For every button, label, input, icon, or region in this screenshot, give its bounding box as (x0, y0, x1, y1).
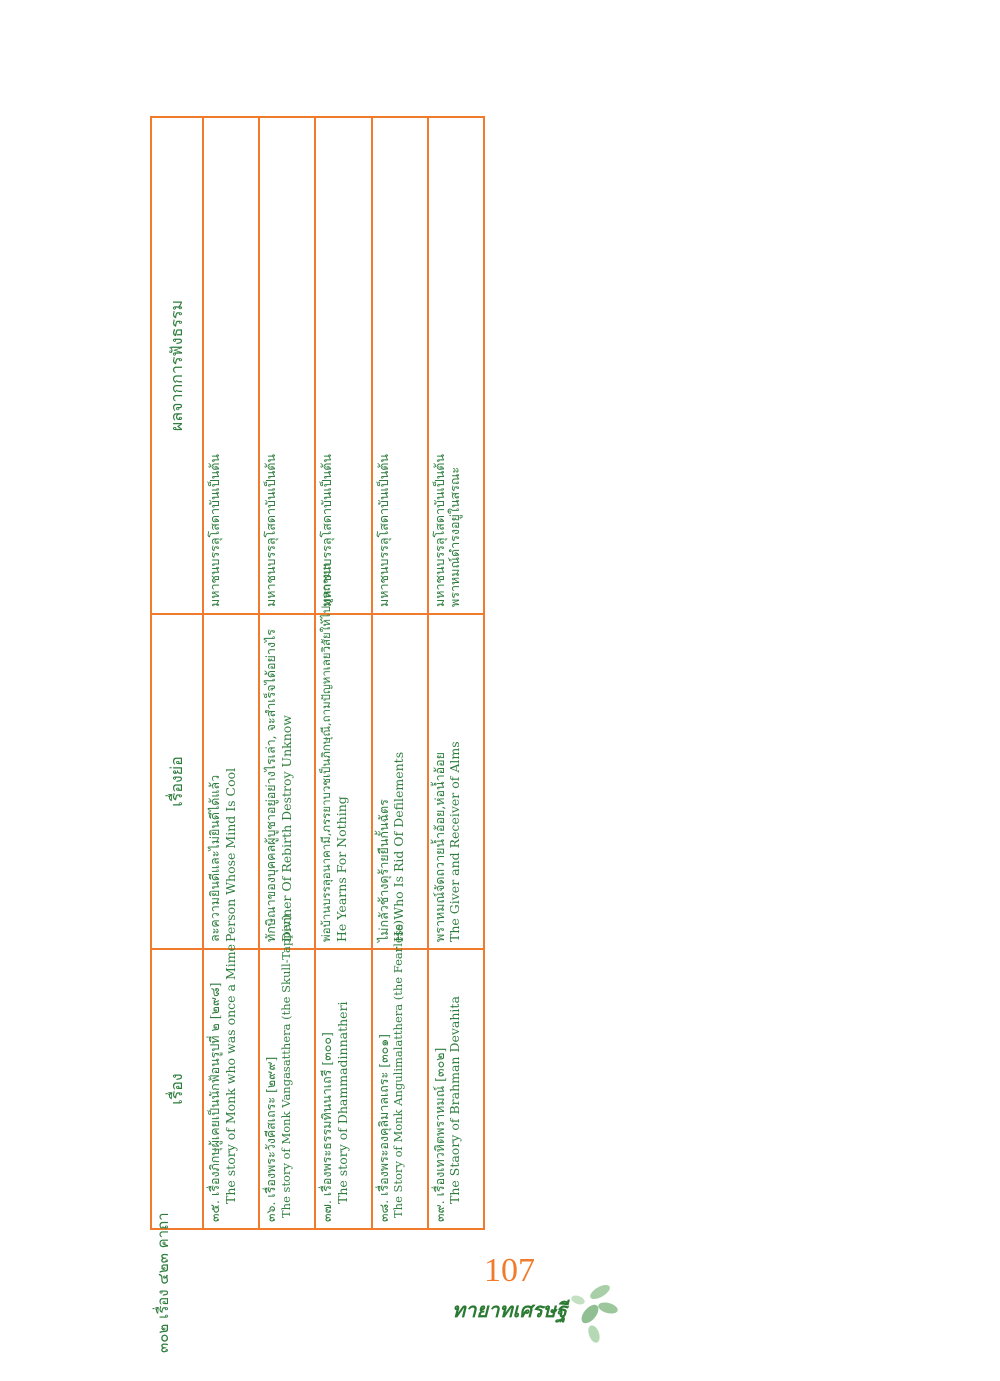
result-line: มหาชนบรรลุโสดาบันเป็นต้น (431, 454, 447, 607)
summary-cell (315, 563, 371, 949)
summary-english: He Who Is Rid Of Defilements (391, 751, 407, 942)
story-english: The Story of Monk Angulimalatthera (the Fearless) (391, 919, 406, 1218)
story-english: The story of Dhammadinnatheri (335, 1001, 350, 1204)
leaf-decoration-icon (560, 1278, 624, 1350)
story-thai: ๓๕. เรื่องภิกษุผู้เคยเป็นนักฟ้อนรูปที่ ๒ [๒๙๘] (207, 982, 222, 1222)
story-english: The Staory of Brahman Devahita (447, 996, 463, 1204)
header-summary: เรื่องย่อ (151, 614, 203, 949)
story-cell (259, 914, 315, 1229)
summary-rotated-block (150, 1212, 176, 1353)
summary-thai: ทักษิณาของบุคคลผู้บูชาอยู่อย่างไรเล่า, จะสำเร็จได้อย่างไร (263, 629, 279, 942)
table-rotated-block (150, 118, 485, 1230)
table-row (428, 117, 484, 1229)
page-number: 107 (484, 1252, 535, 1289)
summary-thai: ละความยินดีและไม่ยินดีได้แล้ว (207, 774, 222, 942)
table-rotated-inner (150, 118, 485, 1230)
header-story: เรื่อง (151, 949, 203, 1229)
story-cell (315, 949, 371, 1229)
summary-english: The Giver and Receiver of Alms (447, 741, 463, 942)
story-thai: ๓๖. เรื่องพระวังคีสเถระ [๒๙๙] (263, 1056, 279, 1222)
result-cell (428, 117, 484, 614)
header-result: ผลจากการฟังธรรม (151, 117, 203, 614)
summary-thai: พราหมณ์จัดถวายน้ำอ้อย,ห่อน้ำอ้อย (431, 752, 447, 942)
result-line: มหาชนบรรลุโสดาบันเป็นต้น (207, 454, 222, 607)
result-line: มหาชนบรรลุโสดาบันเป็นต้น (375, 454, 391, 607)
result-line: มหาชนบรรลุโสดาบันเป็นต้น (319, 454, 335, 607)
table-header-row (151, 117, 203, 1229)
result-line: มหาชนบรรลุโสดาบันเป็นต้น (263, 454, 279, 607)
result-cell (259, 117, 315, 614)
story-cell (372, 919, 428, 1229)
story-thai: ๓๗. เรื่องพระธรรมทินนาเถรี [๓๐๐] (319, 1032, 335, 1222)
summary-cell (372, 614, 428, 949)
story-thai: ๓๘. เรื่องพระองคุลิมาลเถระ [๓๐๑] (375, 1033, 391, 1222)
summary-thai: ไม่กลัวช้างดุร้ายยืนกั้นฉัตร (375, 799, 391, 942)
story-table (150, 116, 485, 1230)
brand-logo-text: ทายาทเศรษฐี (452, 1298, 568, 1322)
table-row (203, 117, 259, 1229)
result-line: พราหมณ์ดำรงอยู่ในสรณะ (447, 466, 463, 607)
result-cell (203, 117, 259, 614)
summary-cell (259, 614, 315, 949)
story-cell (203, 944, 259, 1229)
result-cell (315, 117, 371, 614)
summary-english: Person Whose Mind Is Cool (222, 767, 238, 942)
summary-thai: พ่อบ้านบรรลุอนาคามี,ภรรยาบวชเป็นภิกษุณี,ถามปัญหาเลยวิสัยให้ไปทูลถามฯ (319, 563, 334, 942)
summary-cell (428, 614, 484, 949)
table-row (372, 117, 428, 1229)
story-thai: ๓๙. เรื่องเทวหิตพราหมณ์ [๓๐๒] (431, 1047, 447, 1222)
table-row (259, 117, 315, 1229)
result-cell (372, 117, 428, 614)
story-english: The story of Monk who was once a Mime (222, 944, 238, 1204)
summary-cell (203, 614, 259, 949)
summary-english: He Yearns For Nothing (333, 796, 349, 942)
table-row (315, 117, 371, 1229)
story-count-summary: ๓๐๒ เรื่อง ๔๒๓ คาถา (154, 1212, 172, 1353)
story-english: The story of Monk Vangasatthera (the Skull-Tapper) (278, 914, 293, 1218)
summary-english: Diviner Of Rebirth Destroy Unknow (278, 715, 294, 942)
story-cell (428, 949, 484, 1229)
